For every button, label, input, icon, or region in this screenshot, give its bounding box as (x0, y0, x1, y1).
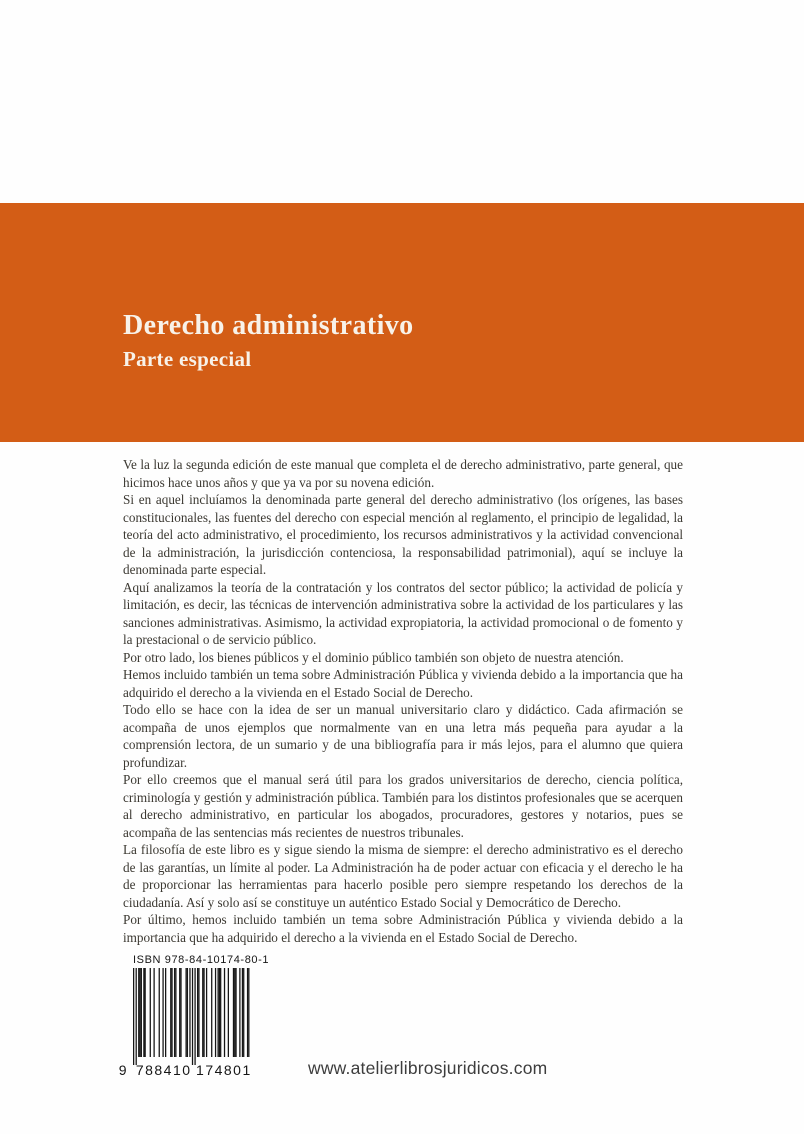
synopsis-paragraph: Si en aquel incluíamos la denominada parte general del derecho administrativo (los orígenes, las bases constitucionales, las fuentes del derecho con especial mención al reglamento, el principio de legalidad, la teoría del acto administrativo, el procedimiento, los recursos administrativos y la actividad convencional de la administración, la jurisdicción contenciosa, la responsabilidad patrimonial), aquí se incluye la denominada parte especial. (123, 492, 683, 577)
svg-text:788410: 788410 (135, 1062, 192, 1078)
synopsis-paragraph: La filosofía de este libro es y sigue siendo la misma de siempre: el derecho administrativo es el derecho de las garantías, un límite al poder. La Administración ha de poder actuar con eficacia y el derecho le ha de proporcionar las herramientas para hacerlo posible pero siempre respetando los derechos de la ciudadanía. Así y solo así se constituye un auténtico Estado Social y Democrático de Derecho. (123, 842, 683, 910)
svg-text:9: 9 (118, 1062, 128, 1078)
isbn-barcode (118, 954, 270, 1078)
isbn-label: ISBN 978-84-10174-80-1 (133, 954, 270, 966)
title-block (123, 309, 414, 372)
synopsis-paragraph: Aquí analizamos la teoría de la contratación y los contratos del sector público; la actividad de policía y limitación, es decir, las técnicas de intervención administrativa sobre la actividad de los particulares y las sanciones administrativas. Asimismo, la actividad expropiatoria, la actividad promocional o de fomento y la prestacional o de servicio público. (123, 579, 683, 647)
book-subtitle: Parte especial (123, 346, 252, 371)
synopsis-paragraph: Todo ello se hace con la idea de ser un manual universitario claro y didáctico. Cada afirmación se acompaña de unos ejemplos que normalmente van en una letra más pequeña para ayudar a la comprensión lectora, de un sumario y de una bibliografía para ir más lejos, para el alumno que quiera profundizar. (123, 702, 683, 770)
synopsis-paragraph: Hemos incluido también un tema sobre Administración Pública y vivienda debido a la importancia que ha adquirido el derecho a la vivienda en el Estado Social de Derecho. (123, 667, 683, 700)
synopsis-paragraph: Por ello creemos que el manual será útil para los grados universitarios de derecho, ciencia política, criminología y gestión y administración pública. También para los distintos profesionales que se acerquen al derecho administrativo, en particular los abogados, procuradores, gestores y notarios, pues se acompaña de las sentencias más recientes de nuestros tribunales. (123, 772, 683, 840)
title-band (0, 203, 804, 442)
book-title: Derecho administrativo (123, 310, 414, 341)
ean13-barcode-icon (118, 968, 255, 1078)
synopsis-paragraph: Ve la luz la segunda edición de este manual que completa el de derecho administrativo, parte general, que hicimos hace unos años y que ya va por su novena edición. (123, 457, 683, 490)
synopsis-paragraph: Por último, hemos incluido también un tema sobre Administración Pública y vivienda debido a la importancia que ha adquirido el derecho a la vivienda en el Estado Social de Derecho. (123, 912, 683, 945)
publisher-website-url: www.atelierlibrosjuridicos.com (308, 1058, 548, 1078)
synopsis-text (123, 456, 683, 946)
svg-text:174801: 174801 (196, 1062, 252, 1078)
synopsis-paragraph: Por otro lado, los bienes públicos y el dominio público también son objeto de nuestra atención. (123, 649, 624, 665)
